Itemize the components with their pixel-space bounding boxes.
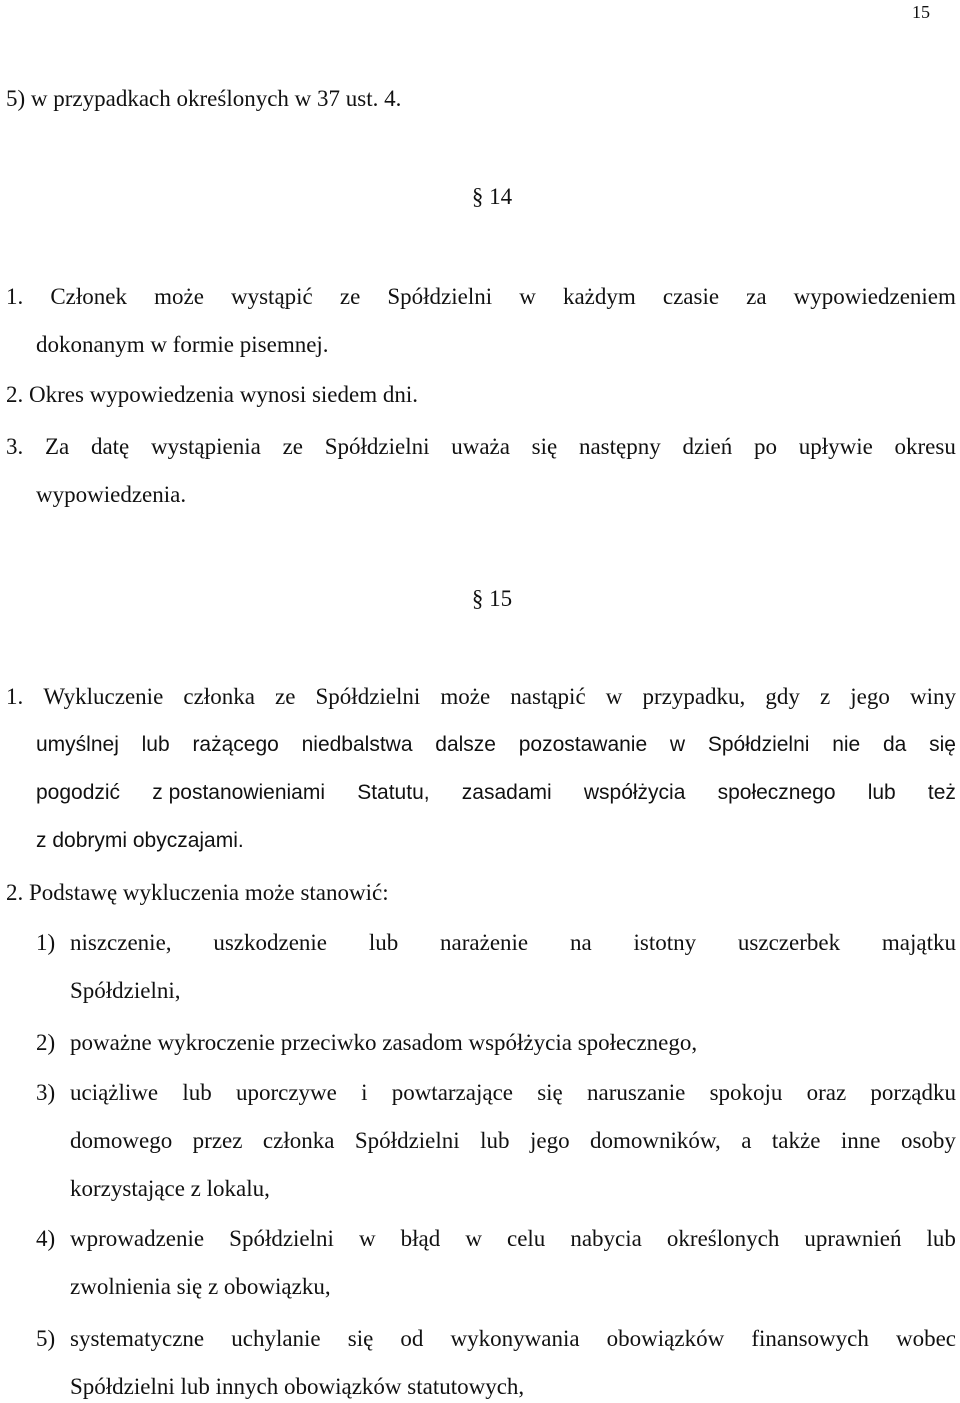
word: 1. xyxy=(6,684,24,709)
word: w xyxy=(465,1226,482,1251)
section-14-paragraph-3-line-1 xyxy=(6,432,956,462)
word: obowiązków xyxy=(606,1326,725,1351)
word: wypowiedzeniem xyxy=(793,284,956,309)
section-15-heading xyxy=(0,584,960,614)
word: rażącego xyxy=(192,733,279,756)
word: porządku xyxy=(870,1080,956,1105)
word: po xyxy=(753,434,777,459)
word: Spółdzielni xyxy=(354,1128,460,1153)
word: uporczywe xyxy=(235,1080,337,1105)
word: lub xyxy=(141,733,170,756)
list-item-3-number: 3) xyxy=(36,1080,56,1105)
word: inne xyxy=(840,1128,881,1153)
word: wykonywania xyxy=(450,1326,580,1351)
word: Spółdzielni xyxy=(229,1226,334,1251)
word: datę xyxy=(90,434,130,459)
word: wystąpić xyxy=(231,284,313,309)
word: lub xyxy=(926,1226,956,1251)
word: nabycia xyxy=(570,1226,642,1251)
word: z postanowieniami xyxy=(152,781,326,804)
word: celu xyxy=(506,1226,546,1251)
word: uważa xyxy=(451,434,510,459)
word: istotny xyxy=(633,930,697,955)
word: majątku xyxy=(881,930,956,955)
word: się xyxy=(347,1326,374,1351)
word: przez xyxy=(192,1128,243,1153)
list-item-5-line-2: Spółdzielni lub innych obowiązków statutowych, xyxy=(70,1374,525,1399)
section-14-paragraph-3-line-2: wypowiedzenia. xyxy=(36,482,187,507)
section-14-paragraph-1-line-1 xyxy=(6,282,956,312)
word: ze xyxy=(282,434,303,459)
list-item-1-line-1 xyxy=(70,928,956,958)
word: Członek xyxy=(50,284,127,309)
section-14-paragraph-2: 2. Okres wypowiedzenia wynosi siedem dni. xyxy=(6,382,419,407)
list-item-1-line-2: Spółdzielni, xyxy=(70,978,181,1003)
word: w xyxy=(358,1226,376,1251)
word: czasie xyxy=(662,284,720,309)
section-15-paragraph-1-line-4: z dobrymi obyczajami. xyxy=(36,829,244,852)
word: wprowadzenie xyxy=(70,1226,205,1251)
section-15-paragraph-1-line-3 xyxy=(36,778,956,808)
word: w xyxy=(519,284,536,309)
word: nastąpić xyxy=(510,684,586,709)
word: członka xyxy=(183,684,255,709)
word: uszczerbek xyxy=(737,930,841,955)
list-item-4-line-2: zwolnienia się z obowiązku, xyxy=(70,1274,331,1299)
word: powtarzające xyxy=(391,1080,513,1105)
list-item-5-line-1 xyxy=(70,1324,956,1354)
word: wystąpienia xyxy=(150,434,261,459)
word: ze xyxy=(275,684,296,709)
word: a xyxy=(741,1128,752,1153)
list-item-1-number: 1) xyxy=(36,930,56,955)
list-item-2-number: 2) xyxy=(36,1030,56,1055)
word: jego xyxy=(850,684,890,709)
word: w xyxy=(669,733,686,756)
word: może xyxy=(154,284,204,309)
word: każdym xyxy=(562,284,636,309)
word: także xyxy=(771,1128,821,1153)
word: da xyxy=(883,733,907,756)
word: okresu xyxy=(894,434,956,459)
word: naruszanie xyxy=(587,1080,686,1105)
word: Spółdzielni xyxy=(707,733,810,756)
word: 3. xyxy=(6,434,24,459)
previous-list-item-5: 5) w przypadkach określonych w 37 ust. 4. xyxy=(6,86,402,111)
word: Wykluczenie xyxy=(43,684,164,709)
word: uchylanie xyxy=(231,1326,321,1351)
section-14-paragraph-1-line-2: dokonanym w formie pisemnej. xyxy=(36,332,329,357)
word: się xyxy=(537,1080,563,1105)
word: się xyxy=(929,733,956,756)
word: dalsze xyxy=(435,733,496,756)
word: przypadku, xyxy=(642,684,746,709)
word: lub xyxy=(867,781,896,804)
word: wobec xyxy=(895,1326,956,1351)
section-14-heading xyxy=(0,182,960,212)
word: uszkodzenie xyxy=(213,930,328,955)
word: na xyxy=(569,930,592,955)
word: Spółdzielni xyxy=(324,434,430,459)
word: jego xyxy=(529,1128,570,1153)
word: finansowych xyxy=(751,1326,869,1351)
word: Statutu, xyxy=(357,781,430,804)
word: za xyxy=(746,284,767,309)
word: ze xyxy=(339,284,361,309)
section-15-paragraph-2: 2. Podstawę wykluczenia może stanowić: xyxy=(6,880,389,905)
word: błąd xyxy=(400,1226,441,1251)
word: narażenie xyxy=(440,930,529,955)
word: Spółdzielni xyxy=(387,284,493,309)
word: i xyxy=(361,1080,368,1105)
word: uprawnień xyxy=(804,1226,902,1251)
word: społecznego xyxy=(717,781,836,804)
word: osoby xyxy=(900,1128,956,1153)
word: domowego xyxy=(70,1128,173,1153)
word: systematyczne xyxy=(70,1326,205,1351)
section-15-paragraph-1-line-2 xyxy=(36,730,956,760)
word: pozostawanie xyxy=(518,733,648,756)
list-item-3-line-1 xyxy=(70,1078,956,1108)
word: następny xyxy=(578,434,661,459)
list-item-3-line-3: korzystające z lokalu, xyxy=(70,1176,270,1201)
word: umyślnej xyxy=(36,733,119,756)
word: 1. xyxy=(6,284,24,309)
word: określonych xyxy=(666,1226,780,1251)
word: w xyxy=(605,684,623,709)
word: zasadami xyxy=(461,781,552,804)
section-15-paragraph-1-line-1 xyxy=(6,682,956,712)
word: dzień xyxy=(682,434,733,459)
word: oraz xyxy=(806,1080,847,1105)
word: lub xyxy=(368,930,399,955)
word: winy xyxy=(910,684,956,709)
section-15-heading-text: § 15 xyxy=(471,586,513,611)
word: uciążliwe xyxy=(70,1080,159,1105)
word: domowników, xyxy=(590,1128,721,1153)
word: może xyxy=(440,684,491,709)
list-item-2-line-1: poważne wykroczenie przeciwko zasadom współżycia społecznego, xyxy=(70,1030,698,1055)
word: lub xyxy=(182,1080,212,1105)
word: niedbalstwa xyxy=(301,733,413,756)
word: niszczenie, xyxy=(70,930,172,955)
word: gdy xyxy=(765,684,800,709)
word: spokoju xyxy=(709,1080,783,1105)
word: od xyxy=(400,1326,424,1351)
word: lub xyxy=(480,1128,510,1153)
word: upływie xyxy=(798,434,873,459)
word: współżycia xyxy=(583,781,686,804)
list-item-5-number: 5) xyxy=(36,1326,56,1351)
list-item-4-number: 4) xyxy=(36,1226,56,1251)
word: Spółdzielni xyxy=(315,684,421,709)
word: się xyxy=(531,434,558,459)
page-number: 15 xyxy=(912,2,930,22)
list-item-4-line-1 xyxy=(70,1224,956,1254)
word: członka xyxy=(262,1128,335,1153)
word: też xyxy=(927,781,956,804)
list-item-3-line-2 xyxy=(70,1126,956,1156)
word: z xyxy=(819,684,831,709)
word: pogodzić xyxy=(36,781,121,804)
word: nie xyxy=(832,733,861,756)
word: Za xyxy=(44,434,70,459)
section-14-heading-text: § 14 xyxy=(471,184,513,209)
